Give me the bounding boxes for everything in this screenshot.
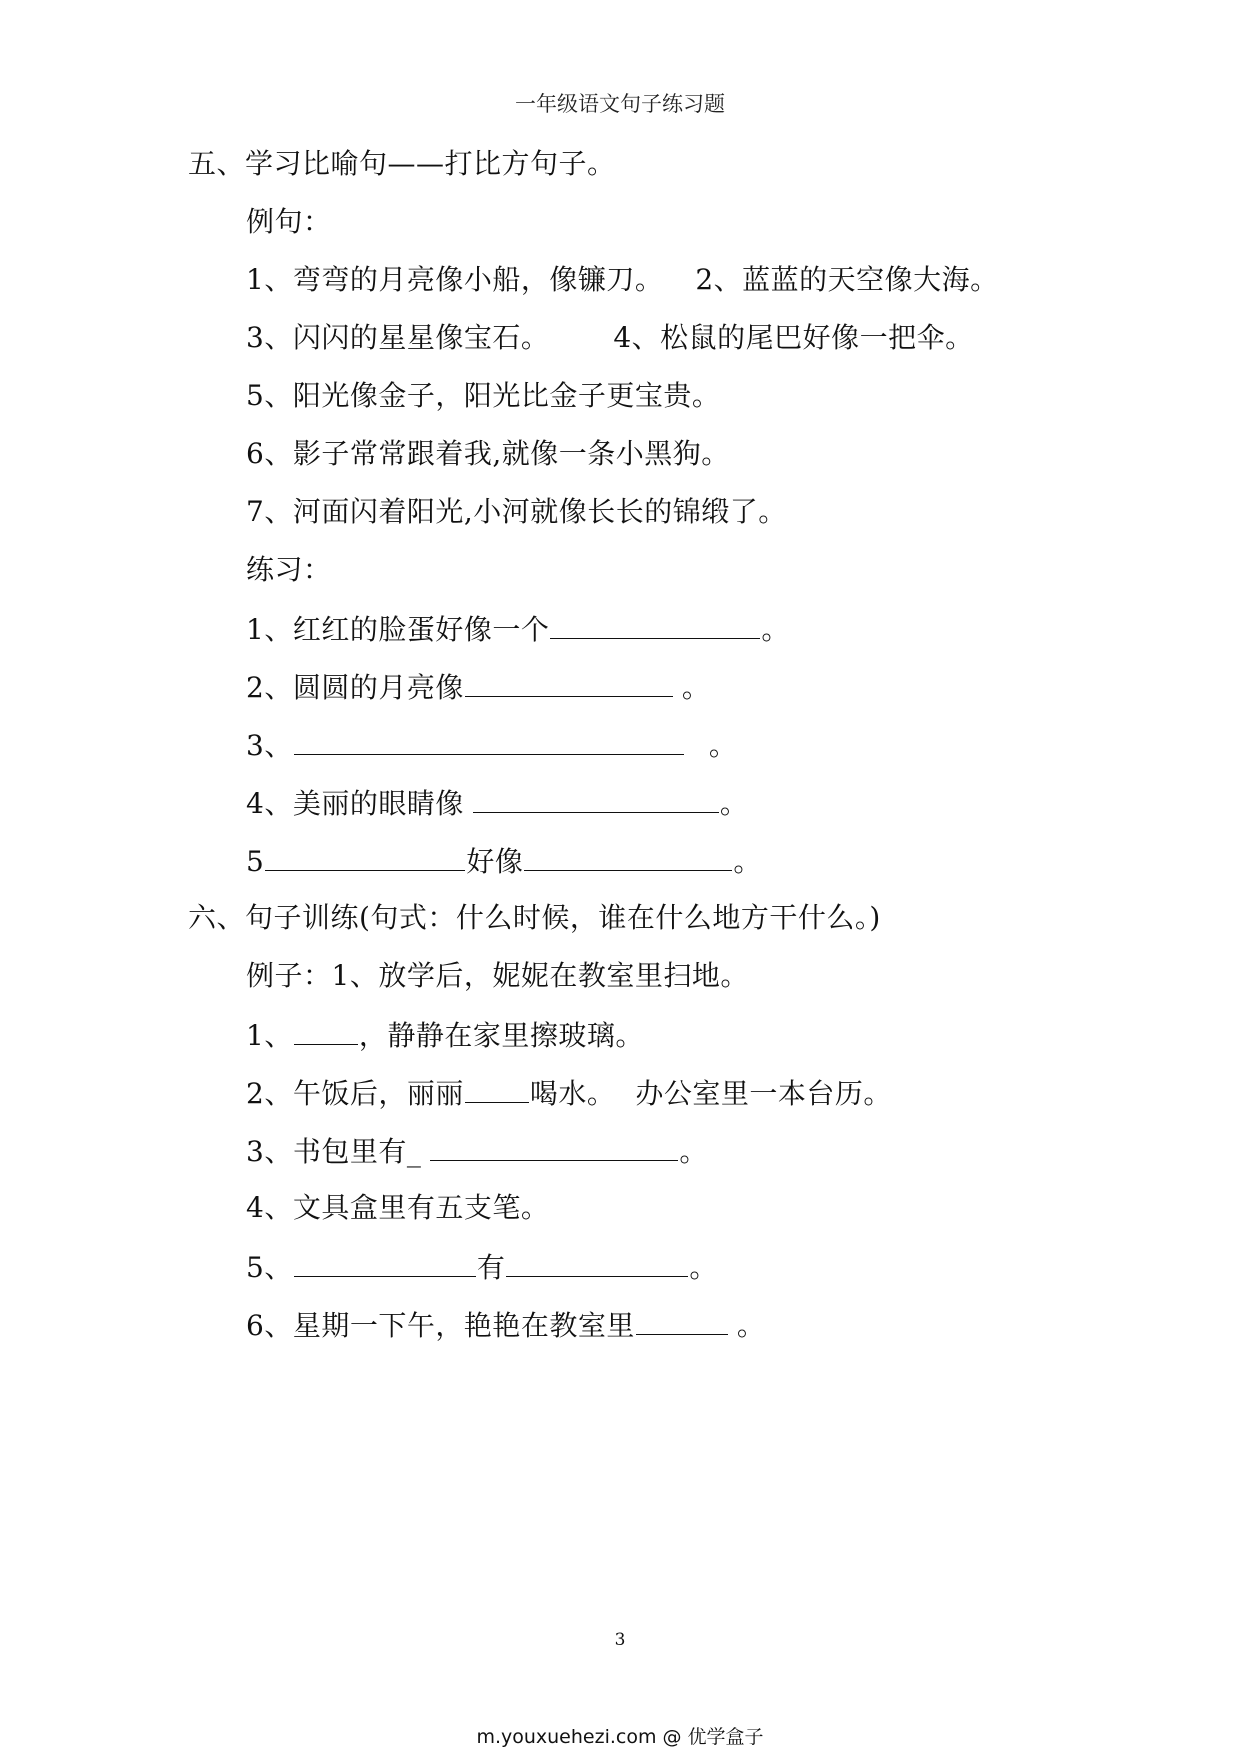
- training-item-3: [246, 1132, 708, 1170]
- training-3-prefix: 3、书包里有_: [246, 1135, 422, 1168]
- training-2-prefix: 2、午饭后，丽丽: [246, 1077, 464, 1110]
- training-5-prefix: 5、: [246, 1251, 293, 1284]
- training-5-suffix: 。: [689, 1251, 718, 1284]
- training-6-suffix: 。: [736, 1309, 766, 1342]
- page-number: 3: [614, 1630, 626, 1650]
- section5-example-label: 例句：: [246, 205, 332, 238]
- practice-3-prefix: 3、: [246, 729, 293, 762]
- answer-blank[interactable]: [430, 1132, 678, 1161]
- practice-item-4: [246, 784, 748, 822]
- practice-item-2: [246, 668, 710, 706]
- practice-2-prefix: 2、圆圆的月亮像: [246, 671, 464, 704]
- section5-practice-label: 练习：: [246, 553, 332, 586]
- page-header: 一年级语文句子练习题: [515, 92, 725, 116]
- practice-4-prefix: 4、美丽的眼睛像: [246, 787, 464, 820]
- practice-item-1: [246, 610, 790, 648]
- answer-blank[interactable]: [465, 1074, 529, 1103]
- answer-blank[interactable]: [294, 1016, 358, 1045]
- practice-4-suffix: 。: [719, 787, 749, 820]
- answer-blank[interactable]: [506, 1248, 688, 1277]
- training-item-4: 4、文具盒里有五支笔。: [246, 1191, 550, 1224]
- example-3: 3、闪闪的星星像宝石。: [246, 321, 550, 354]
- answer-blank[interactable]: [265, 842, 465, 871]
- training-item-6: [246, 1306, 765, 1344]
- answer-blank[interactable]: [465, 668, 673, 697]
- training-1-suffix: ，静静在家里擦玻璃。: [358, 1019, 644, 1052]
- practice-5-prefix: 5: [246, 845, 265, 878]
- practice-1-suffix: 。: [761, 613, 790, 646]
- answer-blank[interactable]: [524, 842, 732, 871]
- training-6-prefix: 6、星期一下午，艳艳在教室里: [246, 1309, 635, 1342]
- example-7: 7、河面闪着阳光,小河就像长长的锦缎了。: [246, 495, 787, 528]
- practice-3-suffix: 。: [708, 729, 738, 762]
- example-6: 6、影子常常跟着我,就像一条小黑狗。: [246, 437, 730, 470]
- practice-5-middle: 好像: [466, 845, 524, 878]
- practice-item-5: [246, 842, 762, 880]
- footer-watermark: m.youxuehezi.com @ 优学盒子: [476, 1726, 764, 1748]
- example-2: 2、蓝蓝的天空像大海。: [695, 263, 999, 296]
- answer-blank[interactable]: [636, 1306, 728, 1335]
- section6-title: 六、句子训练(句式：什么时候，谁在什么地方干什么。): [188, 901, 881, 934]
- answer-blank[interactable]: [294, 1248, 476, 1277]
- example-row-1: [246, 262, 999, 298]
- practice-item-3: [246, 726, 737, 764]
- training-1-prefix: 1、: [246, 1019, 293, 1052]
- training-item-5: [246, 1248, 718, 1286]
- example-row-2: [246, 320, 974, 356]
- section5-title: 五、学习比喻句——打比方句子。: [188, 147, 616, 180]
- training-2-extra: 办公室里一本台历。: [635, 1077, 892, 1110]
- example-5: 5、阳光像金子，阳光比金子更宝贵。: [246, 379, 721, 412]
- practice-5-suffix: 。: [733, 845, 762, 878]
- answer-blank[interactable]: [294, 726, 684, 755]
- answer-blank[interactable]: [550, 610, 760, 639]
- training-5-middle: 有: [476, 1251, 506, 1284]
- practice-2-suffix: 。: [681, 671, 711, 704]
- section6-example: 例子：1、放学后，妮妮在教室里扫地。: [246, 959, 749, 992]
- example-1: 1、弯弯的月亮像小船，像镰刀。: [246, 263, 664, 296]
- answer-blank[interactable]: [473, 784, 719, 813]
- training-item-2: [246, 1074, 892, 1112]
- example-4: 4、松鼠的尾巴好像一把伞。: [613, 321, 974, 354]
- practice-1-prefix: 1、红红的脸蛋好像一个: [246, 613, 550, 646]
- training-3-suffix: 。: [679, 1135, 708, 1168]
- training-2-middle: 喝水。: [529, 1077, 616, 1110]
- training-item-1: [246, 1016, 644, 1054]
